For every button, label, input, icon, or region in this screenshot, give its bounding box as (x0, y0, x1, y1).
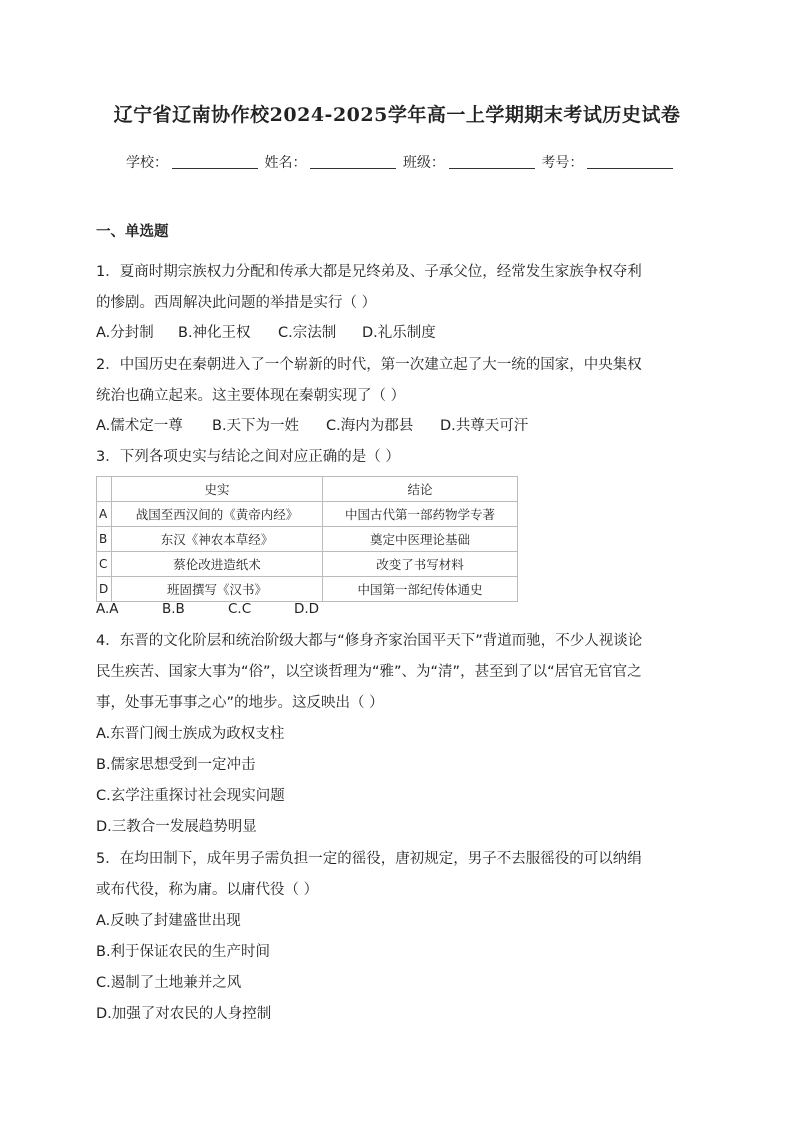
q3-option-d: D.D (294, 601, 320, 617)
q2-option-a: A.儒术定一尊 (96, 418, 183, 434)
q4-stem-line1: 4．东晋的文化阶层和统治阶级大都与“修身齐家治国平天下”背道而驰，不少人视谈论 (96, 633, 643, 649)
q3-row-label: A (97, 502, 112, 527)
exam-title: 辽宁省辽南协作校2024-2025学年高一上学期期末考试历史试卷 (113, 104, 681, 126)
student-info (126, 152, 675, 172)
q3-stem: 3．下列各项史实与结论之间对应正确的是（ ） (96, 449, 400, 465)
q4-option-b: B.儒家思想受到一定冲击 (96, 757, 256, 773)
q3-options (96, 601, 319, 617)
q3-header-conclusion: 结论 (323, 477, 518, 502)
q1-option-a: A.分封制 (96, 325, 154, 341)
q3-row-label: D (97, 577, 112, 602)
q1-options (96, 321, 436, 342)
table-row (97, 552, 518, 577)
q3-table-header (97, 477, 518, 502)
class-label: 班级： (402, 155, 445, 171)
q2-option-b: B.天下为一姓 (212, 418, 300, 434)
exam-number-blank (587, 168, 673, 169)
q1-option-d: D.礼乐制度 (362, 325, 436, 341)
q5-stem-line1: 5．在均田制下，成年男子需负担一定的徭役，唐初规定，男子不去服徭役的可以纳绢 (96, 851, 642, 867)
q4-option-a: A.东晋门阀士族成为政权支柱 (96, 726, 285, 742)
q2-options (96, 414, 528, 435)
q3-header-blank (97, 477, 112, 502)
q3-row-fact: 东汉《神农本草经》 (112, 527, 323, 552)
q2-option-d: D.共尊天可汗 (440, 418, 529, 434)
q1-stem-line1: 1．夏商时期宗族权力分配和传承大都是兄终弟及、子承父位，经常发生家族争权夺利 (96, 264, 642, 280)
q4-option-d: D.三教合一发展趋势明显 (96, 819, 257, 835)
q3-row-fact: 战国至西汉间的《黄帝内经》 (112, 502, 323, 527)
q3-row-conclusion: 奠定中医理论基础 (323, 527, 518, 552)
q3-option-b: B.B (162, 601, 185, 617)
q3-table (96, 476, 518, 602)
name-blank (310, 168, 396, 169)
q3-row-conclusion: 中国第一部纪传体通史 (323, 577, 518, 602)
school-label: 学校： (126, 155, 168, 171)
section-title: 一、单选题 (96, 224, 169, 240)
q1-option-b: B.神化王权 (178, 325, 251, 341)
q2-stem-line1: 2．中国历史在秦朝进入了一个崭新的时代，第一次建立起了大一统的国家，中央集权 (96, 357, 642, 373)
q1-option-c: C.宗法制 (278, 325, 337, 341)
q3-header-fact: 史实 (112, 477, 323, 502)
q5-option-b: B.利于保证农民的生产时间 (96, 944, 271, 960)
q3-option-c: C.C (228, 601, 252, 617)
q3-option-a: A.A (96, 601, 119, 617)
q5-option-d: D.加强了对农民的人身控制 (96, 1006, 272, 1022)
table-row (97, 527, 518, 552)
q5-stem-line2: 或布代役，称为庸。以庸代役（ ） (96, 882, 319, 898)
q3-row-conclusion: 改变了书写材料 (323, 552, 518, 577)
q2-option-c: C.海内为郡县 (326, 418, 414, 434)
q4-stem-line3: 事，处事无事事之心”的地步。这反映出（ ） (96, 695, 384, 711)
exam-number-label: 考号： (541, 155, 584, 171)
q3-row-label: C (97, 552, 112, 577)
q5-option-a: A.反映了封建盛世出现 (96, 913, 241, 929)
school-blank (172, 168, 258, 169)
table-row (97, 577, 518, 602)
name-label: 姓名： (264, 155, 307, 171)
q3-row-conclusion: 中国古代第一部药物学专著 (323, 502, 518, 527)
class-blank (449, 168, 535, 169)
q3-row-fact: 班固撰写《汉书》 (112, 577, 323, 602)
q4-option-c: C.玄学注重探讨社会现实问题 (96, 788, 285, 804)
q4-stem-line2: 民生疾苦、国家大事为“俗”，以空谈哲理为“雅”、为“清”，甚至到了以“居官无官官之 (96, 664, 642, 680)
q1-stem-line2: 的惨剧。西周解决此问题的举措是实行（ ） (96, 295, 377, 311)
table-row (97, 502, 518, 527)
q3-row-fact: 蔡伦改进造纸术 (112, 552, 323, 577)
q3-row-label: B (97, 527, 112, 552)
q5-option-c: C.遏制了土地兼并之风 (96, 975, 242, 991)
q2-stem-line2: 统治也确立起来。这主要体现在秦朝实现了（ ） (96, 388, 406, 404)
